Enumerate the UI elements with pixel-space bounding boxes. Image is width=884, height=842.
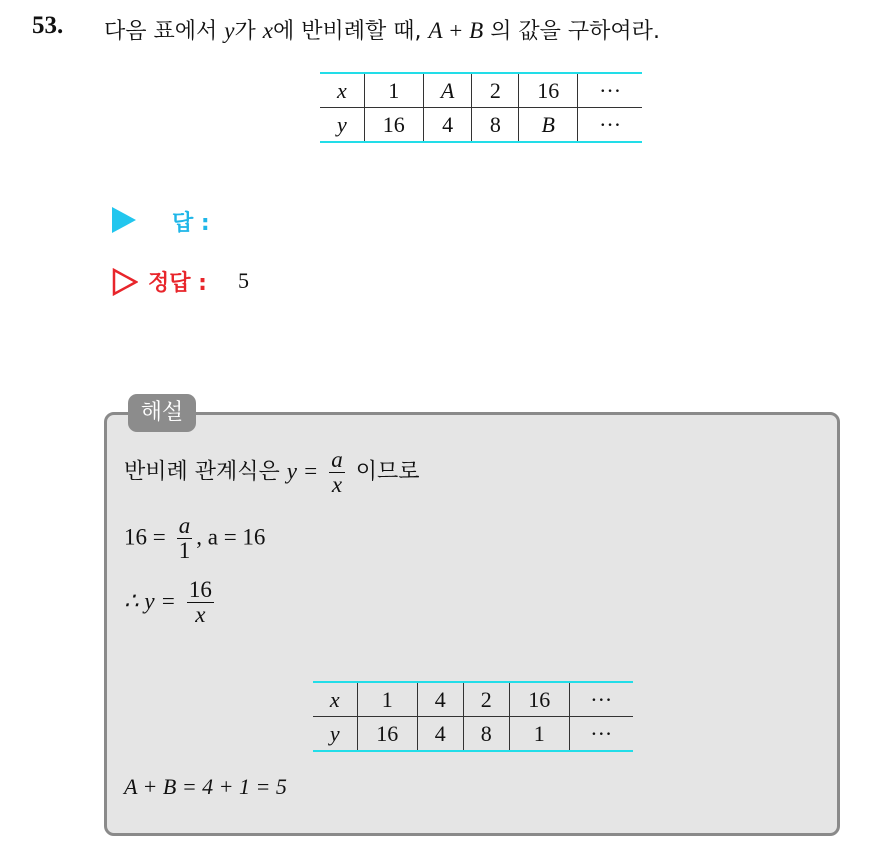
fraction-denominator: x [187,602,214,627]
table-cell: ··· [578,73,642,108]
table-cell: 16 [510,682,569,717]
question-number: 53. [32,12,64,39]
table-cell: 1 [510,717,569,752]
table-cell: 8 [463,717,510,752]
table-cell: 2 [463,682,510,717]
table-cell: x [313,682,357,717]
table-cell: 16 [519,73,578,108]
table-cell: ··· [569,717,633,752]
table-cell: 16 [357,717,417,752]
table-cell: 16 [364,108,423,143]
fraction-numerator: a [178,513,191,538]
question-text-2: 가 [234,19,256,44]
table-cell: 8 [472,108,519,143]
solution-line1-suffix: 이므로 [355,459,420,485]
table-cell: 1 [364,73,423,108]
solution-line-1 [124,448,420,497]
question-expr: A + B [428,18,484,43]
table-cell: A [423,73,472,108]
answer-label: 답 : [172,211,210,236]
fraction-numerator: 16 [188,577,212,602]
solution-table-row-x [313,682,633,717]
answer-play-icon [112,207,136,233]
solution-table [313,681,633,752]
question-var-y: y [224,18,235,43]
question-table-row-y [320,108,642,143]
table-cell: 4 [418,682,464,717]
solution-table-row-y [313,717,633,752]
correct-value: 5 [238,268,249,293]
solution-final: A + B = 4 + 1 = 5 [124,774,287,799]
question-text-3: 에 반비례할 때, [272,19,422,44]
table-cell: 4 [423,108,472,143]
solution-line2-lhs: 16 = [124,524,166,550]
correct-play-outline-icon [112,268,138,296]
solution-line3-lhs: ∴ y = [124,588,176,614]
table-cell: ··· [569,682,633,717]
table-cell: y [320,108,364,143]
table-cell: B [519,108,578,143]
table-cell: y [313,717,357,752]
question-text-1: 다음 표에서 [104,19,218,44]
question-text-4: 의 값을 구하여라. [490,19,660,44]
table-cell: 2 [472,73,519,108]
question-table-row-x [320,73,642,108]
question-text [104,14,660,45]
fraction-denominator: 1 [178,538,191,563]
fraction-a-over-1 [177,514,193,563]
correct-label: 정답 : [148,271,207,296]
table-cell: 1 [357,682,417,717]
table-cell: 4 [418,717,464,752]
solution-line1-text: 반비례 관계식은 [124,459,280,485]
solution-line-2 [124,514,265,563]
fraction-denominator: x [329,472,345,497]
solution-tag: 해설 [128,394,196,432]
solution-line1-lhs: y = [286,458,319,484]
fraction-16-over-x [187,578,214,627]
solution-line-3 [124,578,218,627]
fraction-numerator: a [331,447,343,472]
table-cell: ··· [578,108,642,143]
solution-line2-rest: , a = 16 [196,524,266,550]
fraction-a-over-x [329,448,345,497]
question-table [320,72,642,143]
question-var-x: x [262,18,273,43]
table-cell: x [320,73,364,108]
